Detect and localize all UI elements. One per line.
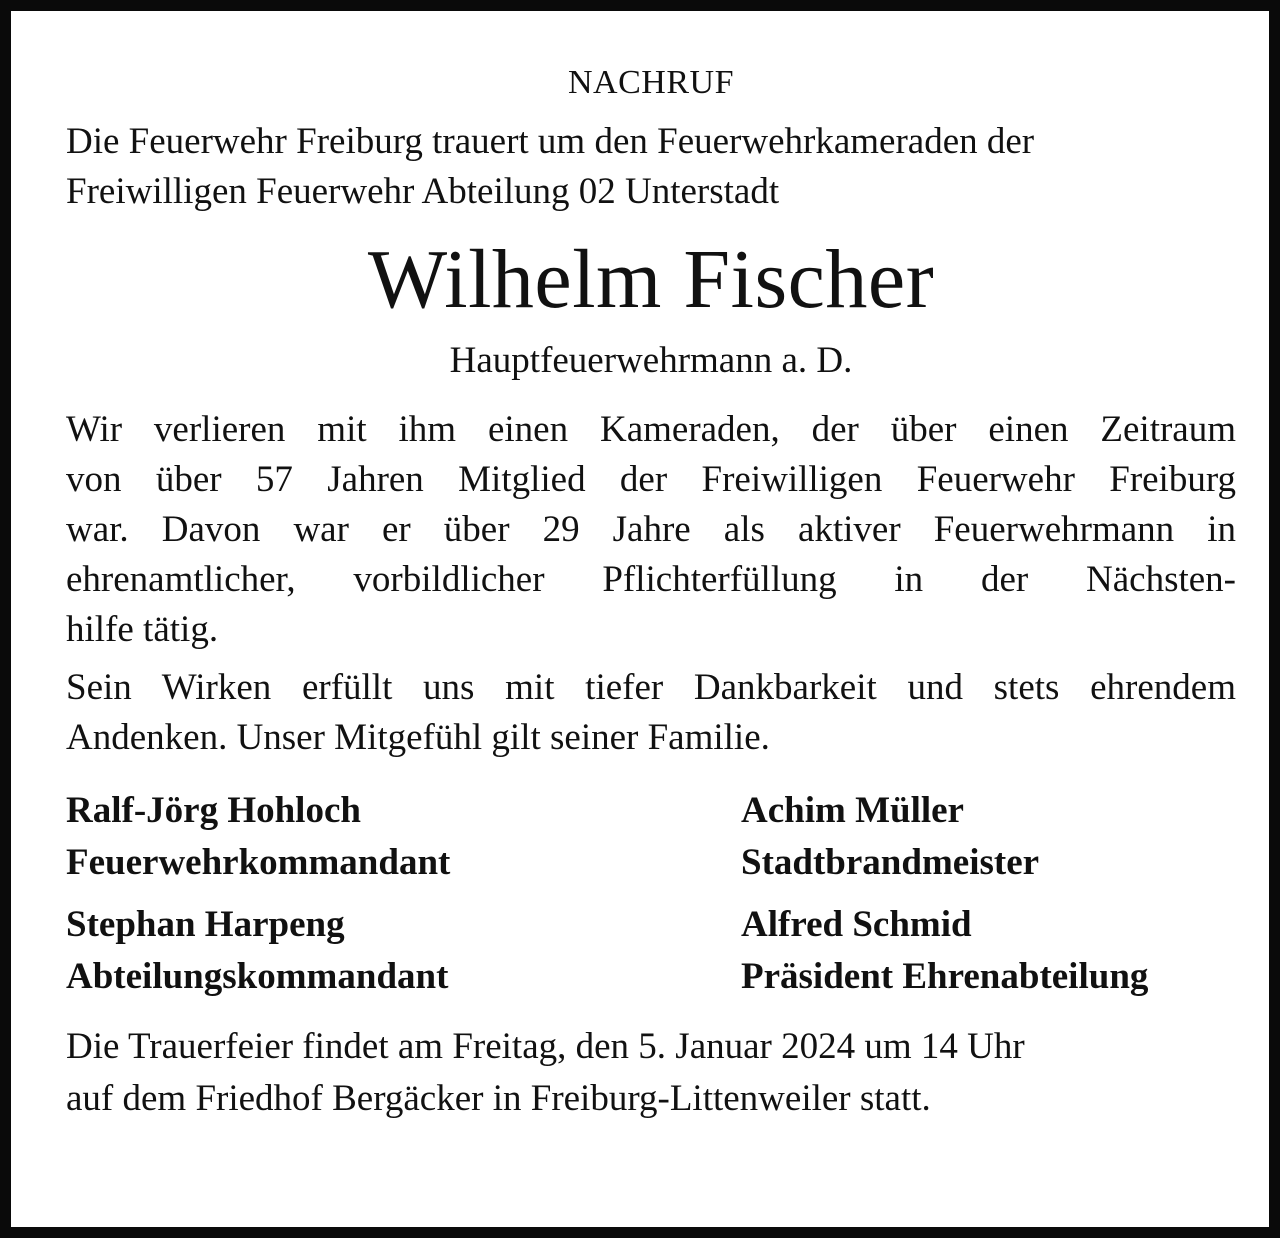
signer-name: Ralf-Jörg Hohloch (66, 790, 361, 831)
signer-name: Alfred Schmid (741, 904, 972, 945)
funeral-line: auf dem Friedhof Bergäcker in Freiburg-Littenweiler statt. (66, 1078, 931, 1119)
signer (741, 785, 1236, 889)
deceased-rank: Hauptfeuerwehrmann a. D. (449, 340, 853, 381)
signers-grid (66, 785, 1236, 1003)
obituary-content (66, 55, 1236, 1125)
condolence-line: Sein Wirken erfüllt uns mit tiefer Dankbarkeit und stets ehrendem (66, 667, 1236, 708)
signer-title: Abteilungskommandant (66, 956, 449, 997)
funeral-notice (66, 1021, 1236, 1125)
tribute-line: von über 57 Jahren Mitglied der Freiwilligen Feuerwehr Freiburg (66, 459, 1236, 500)
signer-title: Stadtbrandmeister (741, 842, 1040, 883)
tribute-line: ehrenamtlicher, vorbildlicher Pflichterfüllung in der Nächsten- (66, 559, 1236, 600)
signer-title: Präsident Ehrenabteilung (741, 956, 1149, 997)
signer (66, 785, 741, 889)
signer (66, 899, 741, 1003)
tribute-paragraph (66, 405, 1236, 655)
tribute-line: hilfe tätig. (66, 609, 219, 650)
intro-line: Freiwilligen Feuerwehr Abteilung 02 Unterstadt (66, 171, 780, 212)
funeral-line: Die Trauerfeier findet am Freitag, den 5. Januar 2024 um 14 Uhr (66, 1026, 1025, 1067)
intro-line: Die Feuerwehr Freiburg trauert um den Feuerwehrkameraden der (66, 121, 1035, 162)
signer-name: Stephan Harpeng (66, 904, 345, 945)
tribute-line: war. Davon war er über 29 Jahre als aktiver Feuerwehrmann in (66, 509, 1236, 550)
condolence-line: Andenken. Unser Mitgefühl gilt seiner Familie. (66, 717, 770, 758)
intro-text (66, 117, 1236, 217)
condolence-paragraph (66, 663, 1236, 763)
obituary-heading: NACHRUF (568, 64, 734, 101)
deceased-name: Wilhelm Fischer (367, 233, 935, 326)
signer-name: Achim Müller (741, 790, 964, 831)
signer (741, 899, 1236, 1003)
signer-title: Feuerwehrkommandant (66, 842, 451, 883)
tribute-line: Wir verlieren mit ihm einen Kameraden, der über einen Zeitraum (66, 409, 1236, 450)
